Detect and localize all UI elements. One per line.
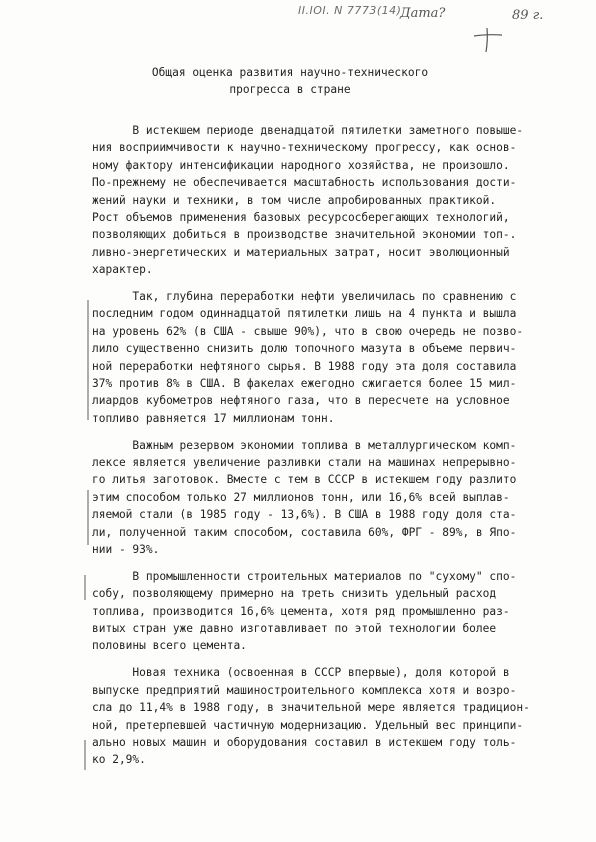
text-line: ной, претерпевшей частичную модернизацию. Удельный вес принципи- xyxy=(92,718,524,732)
text-line: лиардов кубометров нефтяного газа, что в пересчете на условное xyxy=(92,394,510,408)
text-line: Так, глубина переработки нефти увеличилась по сравнению с xyxy=(92,290,517,304)
text-line: го литья заготовок. Вместе с тем в СССР в истекшем году разлито xyxy=(92,473,517,487)
text-line: сла до 11,4% в 1988 году, в значительной мере является традицион- xyxy=(92,701,530,715)
text-line: половины всего цемента. xyxy=(92,639,247,653)
handwritten-note: Дата? xyxy=(400,6,446,21)
text-line: этим способом только 27 миллионов тонн, или 16,6% всей выплав- xyxy=(92,490,510,504)
text-line: последним годом одиннадцатой пятилетки лишь на 4 пункта и вышла xyxy=(92,307,517,321)
text-line: нии - 93%. xyxy=(92,542,160,556)
text-line: позволяющих добиться в производстве значительной экономии топ-. xyxy=(92,228,517,242)
text-line: характер. xyxy=(92,263,153,277)
margin-mark-1 xyxy=(87,300,89,420)
handwritten-page-mark: 89 г. xyxy=(512,8,544,23)
text-line: ной переработки нефтяного сырья. В 1988 году эта доля составила xyxy=(92,359,517,373)
archive-mark: II.IOI. N 7773(14) xyxy=(298,4,402,17)
text-line: В промышленности строительных материалов по "сухому" спо- xyxy=(92,569,517,583)
text-line: выпуске предприятий машиностроительного комплекса хотя и возро- xyxy=(92,683,517,697)
title-line-2: прогресса в стране xyxy=(229,83,351,96)
paragraph xyxy=(92,437,564,559)
margin-mark-2 xyxy=(87,490,89,545)
text-line: ливно-энергетических и материальных затрат, носит эволюционный xyxy=(92,245,510,259)
text-line: лило существенно снизить долю топочного мазута в объеме первич- xyxy=(92,342,517,356)
text-line: топливо равняется 17 миллионам тонн. xyxy=(92,411,335,425)
text-line: По-прежнему не обеспечивается масштабность использования дости- xyxy=(92,176,517,190)
text-line: 37% против 8% в США. В факелах ежегодно сжигается более 15 мил- xyxy=(92,376,517,390)
paragraph xyxy=(92,664,564,768)
handwritten-cross-mark xyxy=(468,26,508,54)
text-line: ния восприимчивости к научно-техническому прогрессу, как основ- xyxy=(92,141,517,155)
text-line: ляемой стали (в 1985 году - 13,6%). В США в 1988 году доля ста- xyxy=(92,508,517,522)
text-line: витых стран уже давно изготавливает по этой технологии более xyxy=(92,622,497,636)
text-line: на уровень 62% (в США - свыше 90%), что в свою очередь не позво- xyxy=(92,324,524,338)
paragraph xyxy=(92,122,564,279)
margin-mark-3 xyxy=(84,575,86,600)
text-line: ко 2,9%. xyxy=(92,753,146,767)
text-line: жений науки и техники, в том числе апробированных практикой. xyxy=(92,193,497,207)
text-line: собу, позволяющему примерно на треть снизить удельный расход xyxy=(92,587,497,601)
text-line: топлива, производится 16,6% цемента, хотя ряд промышленно раз- xyxy=(92,604,510,618)
document-body xyxy=(92,122,564,778)
text-line: ли, полученной таким способом, составила 60%, ФРГ - 89%, в Япо- xyxy=(92,525,517,539)
title-line-1: Общая оценка развития научно-технического xyxy=(151,66,429,79)
text-line: Новая техника (освоенная в СССР впервые), доля которой в xyxy=(92,666,510,680)
text-line: ному фактору интенсификации народного хозяйства, не произошло. xyxy=(92,158,510,172)
text-line: лексе является увеличение разливки стали на машинах непрерывно- xyxy=(92,456,517,470)
paragraph xyxy=(92,288,564,427)
text-line: ально новых машин и оборудования составил в истекшем году толь- xyxy=(92,735,517,749)
document-title xyxy=(100,64,480,98)
margin-mark-4 xyxy=(84,740,86,770)
paragraph xyxy=(92,568,564,655)
text-line: В истекшем периоде двенадцатой пятилетки заметного повыше- xyxy=(92,124,524,137)
text-line: Рост объемов применения базовых ресурсосберегающих технологий, xyxy=(92,210,510,224)
text-line: Важным резервом экономии топлива в металлургическом комп- xyxy=(92,438,517,452)
